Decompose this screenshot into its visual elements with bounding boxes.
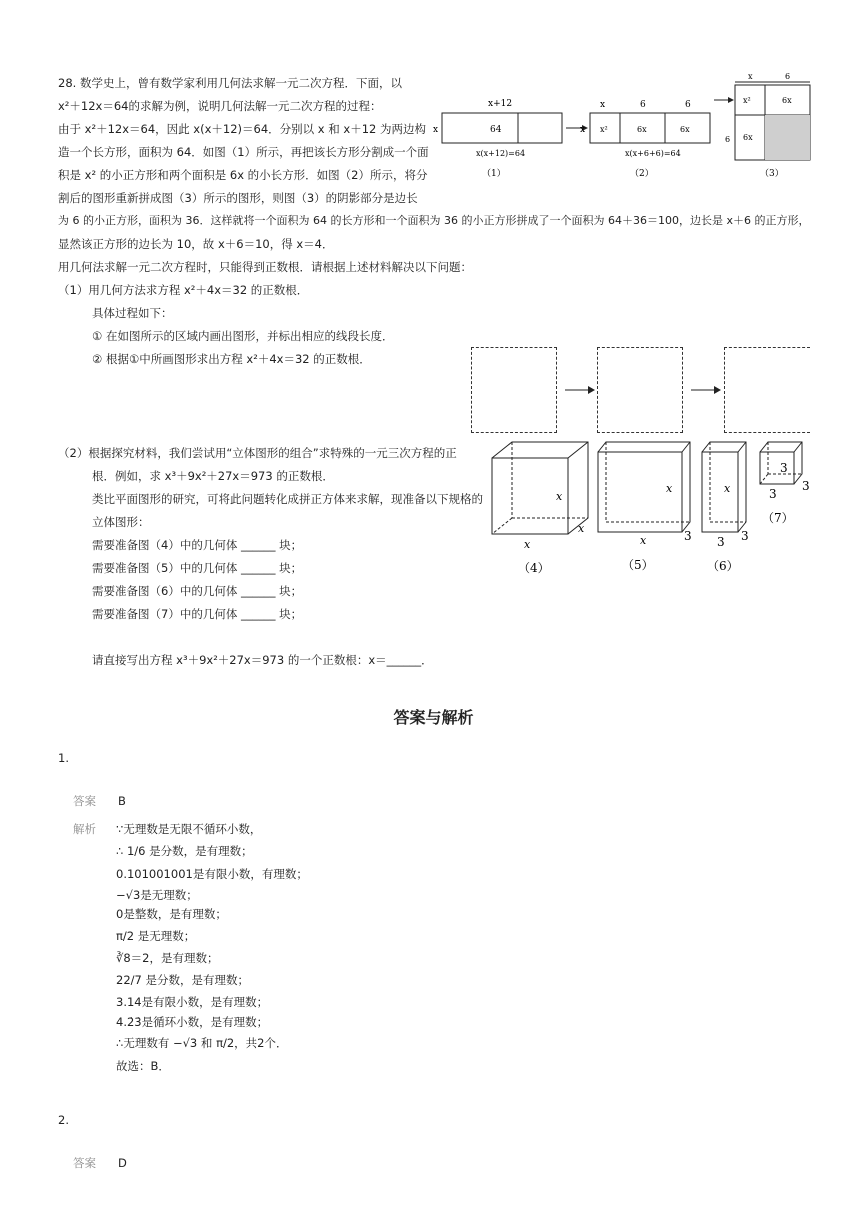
fig5-caption: （5）	[622, 558, 654, 572]
figure-4-cube	[492, 442, 588, 534]
question-2: （2）根据探究材料，我们尝试用“立体图形的组合”求特殊的一元三次方程的正	[58, 446, 457, 460]
question-2-line: 立体图形：	[92, 515, 150, 529]
explanation-line: 3.14是有限小数，是有理数；	[116, 995, 269, 1009]
drawing-area-3[interactable]	[724, 347, 810, 433]
fig6-3-a: 3	[717, 535, 725, 549]
question-1-step-2: ② 根据①中所画图形求出方程 x²＋4x＝32 的正数根．	[92, 352, 371, 366]
figures-4-5-6-7	[488, 436, 813, 581]
fig3-side-6: 6	[725, 135, 731, 144]
fig2-cell-3: 6x	[680, 125, 690, 134]
final-answer-prompt: 请直接写出方程 x³＋9x²＋27x＝973 的一个正数根：x＝______．	[92, 653, 433, 667]
fig2-x: x	[600, 100, 606, 110]
explanation-label: 解析	[73, 822, 96, 836]
question-2-line: 根．例如，求 x³＋9x²＋27x＝973 的正数根．	[92, 469, 334, 483]
fig5-x-2: x	[640, 534, 647, 547]
fig1-area: 64	[490, 125, 502, 135]
problem-line: 28. 数学史上，曾有数学家利用几何法求解一元二次方程．下面，以	[58, 76, 402, 90]
explanation-line: ∛8＝2，是有理数；	[116, 951, 219, 965]
fig6-3-b: 3	[741, 529, 749, 543]
problem-line: 积是 x² 的小正方形和两个面积是 6x 的小长方形．如图（2）所示，将分	[58, 168, 428, 182]
answer-label: 答案	[73, 1156, 96, 1170]
fig2-equation: x(x+6+6)=64	[625, 149, 681, 158]
explanation-line: ∴无理数有 −√3 和 π/2，共2个．	[116, 1036, 288, 1050]
problem-line: 显然该正方形的边长为 10，故 x＋6＝10，得 x＝4．	[58, 237, 334, 251]
fig1-caption: （1）	[482, 169, 506, 179]
figure-5-slab	[598, 442, 690, 532]
explanation-line: 22/7 是分数，是有理数；	[116, 973, 249, 987]
question-1-steps: 具体过程如下：	[92, 306, 173, 320]
figure-2	[580, 100, 710, 179]
explanation-line: 0.101001001是有限小数，有理数；	[116, 867, 308, 881]
drawing-area-1[interactable]	[471, 347, 557, 433]
problem-line: 由于 x²＋12x＝64，因此 x(x＋12)＝64．分别以 x 和 x＋12 为两边构	[58, 122, 427, 136]
explanation-line: 故选：B．	[116, 1059, 170, 1073]
fig4-x-3: x	[524, 538, 531, 551]
problem-line: 为 6 的小正方形，面积为 36．这样就将一个面积为 64 的长方形和一个面积为 36 的小正方形拼成了一个面积为 64＋36＝100，边长是 x＋6 的正方形，	[58, 214, 810, 227]
answer-2-value: D	[118, 1156, 127, 1170]
fig2-caption: （2）	[630, 169, 654, 179]
problem-line: 造一个长方形，面积为 64．如图（1）所示，再把该长方形分割成一个面	[58, 145, 429, 159]
need-figure-6: 需要准备图（6）中的几何体 ______ 块；	[92, 584, 303, 598]
fig1-top-label: x+12	[488, 99, 513, 109]
explanation-line: −√3是无理数；	[116, 888, 198, 902]
fig2-left-label: x	[580, 125, 586, 135]
problem-line: 用几何法求解一元二次方程时，只能得到正数根．请根据上述材料解决以下问题：	[58, 260, 472, 274]
fig6-caption: （6）	[707, 559, 739, 573]
question-1: （1）用几何方法求方程 x²＋4x＝32 的正数根．	[58, 283, 309, 297]
fig7-3-a: 3	[780, 461, 788, 475]
fig3-x: x	[748, 72, 753, 81]
fig3-6: 6	[785, 72, 791, 81]
fig7-3-c: 3	[802, 479, 810, 493]
problem-line: x²＋12x＝64的求解为例，说明几何法解一元二次方程的过程：	[58, 99, 382, 113]
answer-1-value: B	[118, 794, 126, 808]
figure-3	[725, 72, 810, 179]
question-number-1: 1.	[58, 751, 69, 765]
fig2-cell-1: x²	[600, 125, 608, 134]
fig3-caption: （3）	[760, 169, 784, 179]
explanation-line: 0是整数，是有理数；	[116, 907, 227, 921]
answers-heading: 答案与解析	[393, 708, 474, 727]
fig1-equation: x(x+12)=64	[476, 149, 526, 158]
fig4-x-1: x	[556, 490, 563, 503]
fig2-6b: 6	[685, 100, 691, 110]
drawing-area-2[interactable]	[597, 347, 683, 433]
arrow-icon	[686, 380, 726, 400]
fig2-6a: 6	[640, 100, 646, 110]
fig3-cell-3: 6x	[743, 133, 753, 142]
question-1-step-1: ① 在如图所示的区域内画出图形，并标出相应的线段长度．	[92, 329, 394, 343]
fig4-x-2: x	[578, 522, 585, 535]
fig3-cell-1: x²	[743, 96, 751, 105]
fig1-left-label: x	[433, 125, 439, 135]
question-number-2: 2.	[58, 1113, 69, 1127]
explanation-line: 4.2̇3̇是循环小数，是有理数；	[116, 1015, 269, 1029]
need-figure-5: 需要准备图（5）中的几何体 ______ 块；	[92, 561, 303, 575]
explanation-line: π/2 是无理数；	[116, 929, 196, 943]
question-2-line: 类比平面图形的研究，可将此问题转化成拼正方体来求解，现准备以下规格的	[92, 492, 483, 506]
fig7-3-b: 3	[769, 487, 777, 501]
explanation-line: ∴ 1/6 是分数，是有理数；	[116, 844, 253, 858]
fig2-cell-2: 6x	[637, 125, 647, 134]
fig5-x-1: x	[666, 482, 673, 495]
fig3-cell-2: 6x	[782, 96, 792, 105]
problem-line: 割后的图形重新拼成图（3）所示的图形，则图（3）的阴影部分是边长	[58, 191, 418, 205]
fig5-3: 3	[684, 529, 692, 543]
fig7-caption: （7）	[762, 511, 794, 525]
figures-1-2-3	[430, 70, 820, 185]
need-figure-7: 需要准备图（7）中的几何体 ______ 块；	[92, 607, 303, 621]
fig4-caption: （4）	[518, 561, 550, 575]
need-figure-4: 需要准备图（4）中的几何体 ______ 块；	[92, 538, 303, 552]
figure-1	[433, 99, 562, 179]
arrow-icon	[560, 380, 600, 400]
explanation-line: ∵无理数是无限不循环小数，	[116, 822, 262, 836]
answer-label: 答案	[73, 794, 96, 808]
fig6-x: x	[724, 482, 731, 495]
